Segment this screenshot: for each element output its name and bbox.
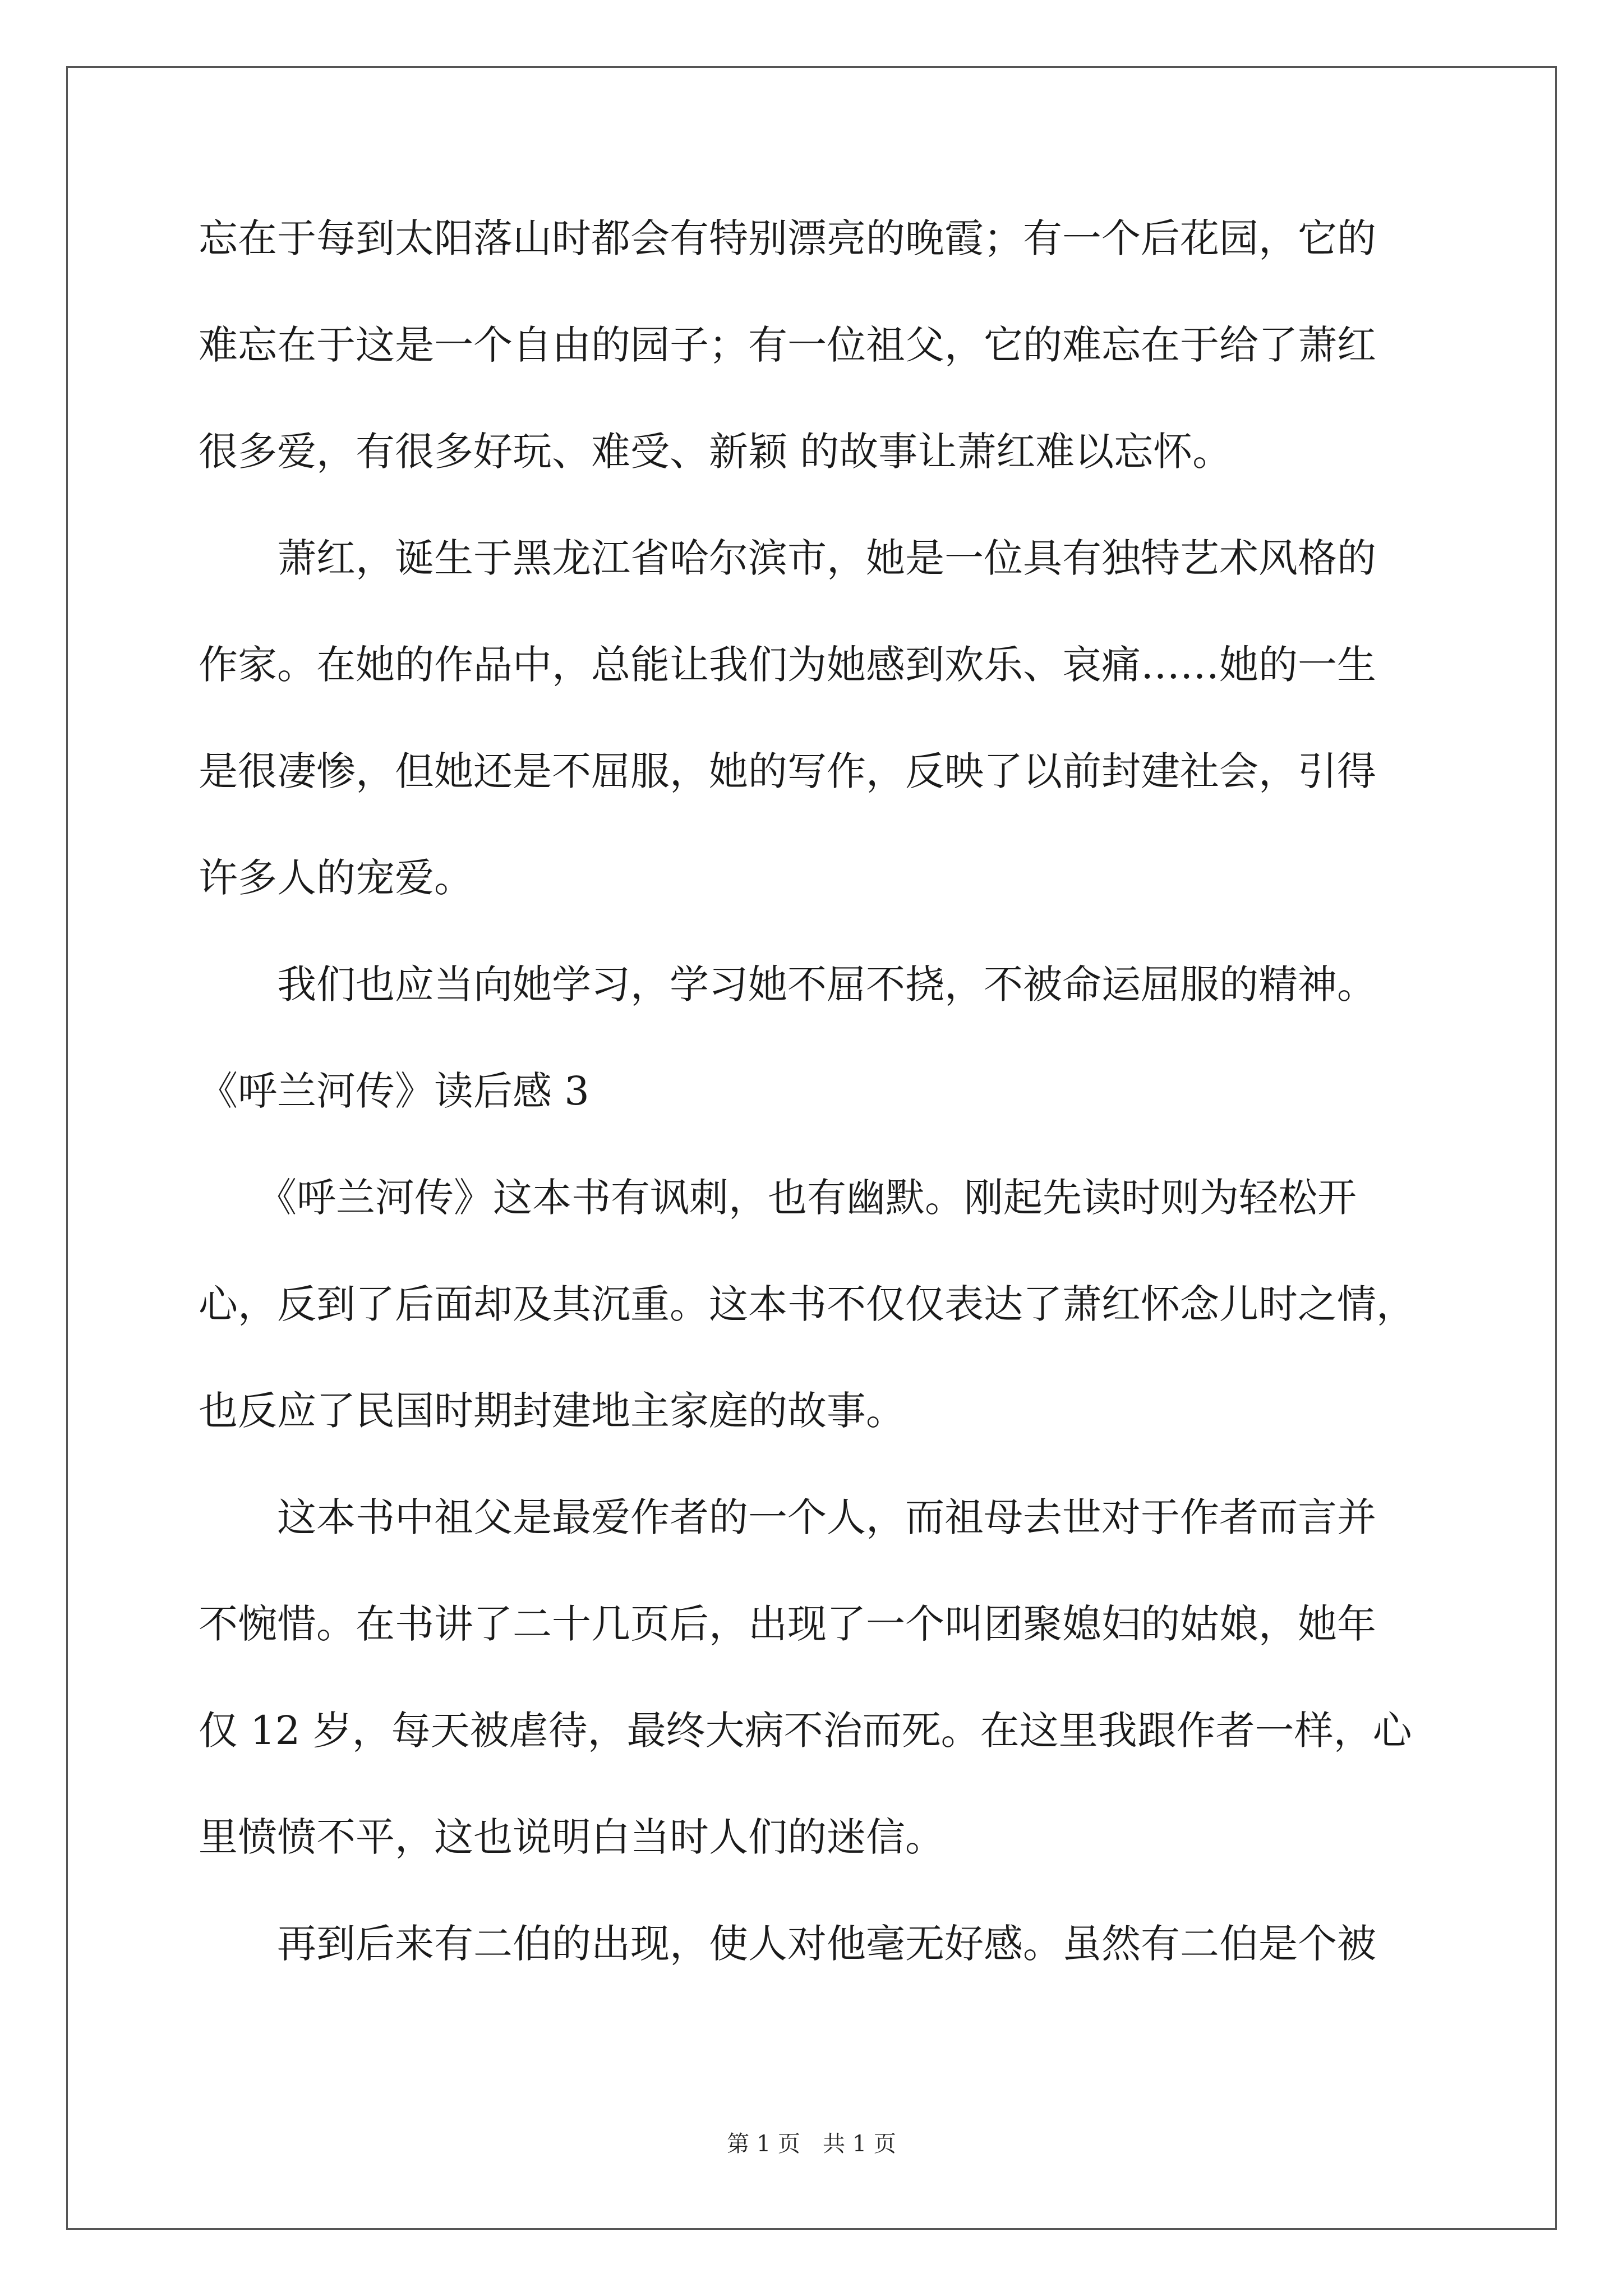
page-footer: 第 1 页 共 1 页 — [727, 2131, 896, 2157]
text-line: 不惋惜。在书讲了二十几页后，出现了一个叫团聚媳妇的姑娘，她年 — [199, 1601, 1376, 1647]
text-line: 仅 12 岁，每天被虐待，最终大病不治而死。在这里我跟作者一样，心 — [199, 1708, 1412, 1754]
text-line: 里愤愤不平，这也说明白当时人们的迷信。 — [199, 1814, 944, 1860]
text-line: 这本书中祖父是最爱作者的一个人，而祖母去世对于作者而言并 — [199, 1494, 1376, 1540]
text-line: 心，反到了后面却及其沉重。这本书不仅仅表达了萧红怀念儿时之情， — [199, 1281, 1415, 1327]
text-line: 我们也应当向她学习，学习她不屈不挠，不被命运屈服的精神。 — [199, 961, 1376, 1007]
text-line: 很多爱，有很多好玩、难受、新颖 的故事让萧红难以忘怀。 — [199, 429, 1232, 475]
text-line: 也反应了民国时期封建地主家庭的故事。 — [199, 1388, 905, 1434]
text-line: 许多人的宠爱。 — [199, 855, 473, 901]
text-line: 萧红，诞生于黑龙江省哈尔滨市，她是一位具有独特艺术风格的 — [199, 535, 1376, 581]
text-line: 《呼兰河传》这本书有讽刺，也有幽默。刚起先读时则为轻松开 — [199, 1175, 1357, 1221]
text-line: 是很凄惨，但她还是不屈服，她的写作，反映了以前封建社会，引得 — [199, 748, 1376, 794]
text-line: 难忘在于这是一个自由的园子；有一位祖父，它的难忘在于给了萧红 — [199, 322, 1376, 368]
text-line: 忘在于每到太阳落山时都会有特别漂亮的晚霞；有一个后花园，它的 — [199, 215, 1376, 261]
text-line: 作家。在她的作品中，总能让我们为她感到欢乐、哀痛……她的一生 — [199, 642, 1376, 688]
text-line: 再到后来有二伯的出现，使人对他毫无好感。虽然有二伯是个被 — [199, 1921, 1376, 1967]
document-body — [199, 208, 1460, 2019]
section-heading: 《呼兰河传》读后感 3 — [199, 1068, 589, 1114]
